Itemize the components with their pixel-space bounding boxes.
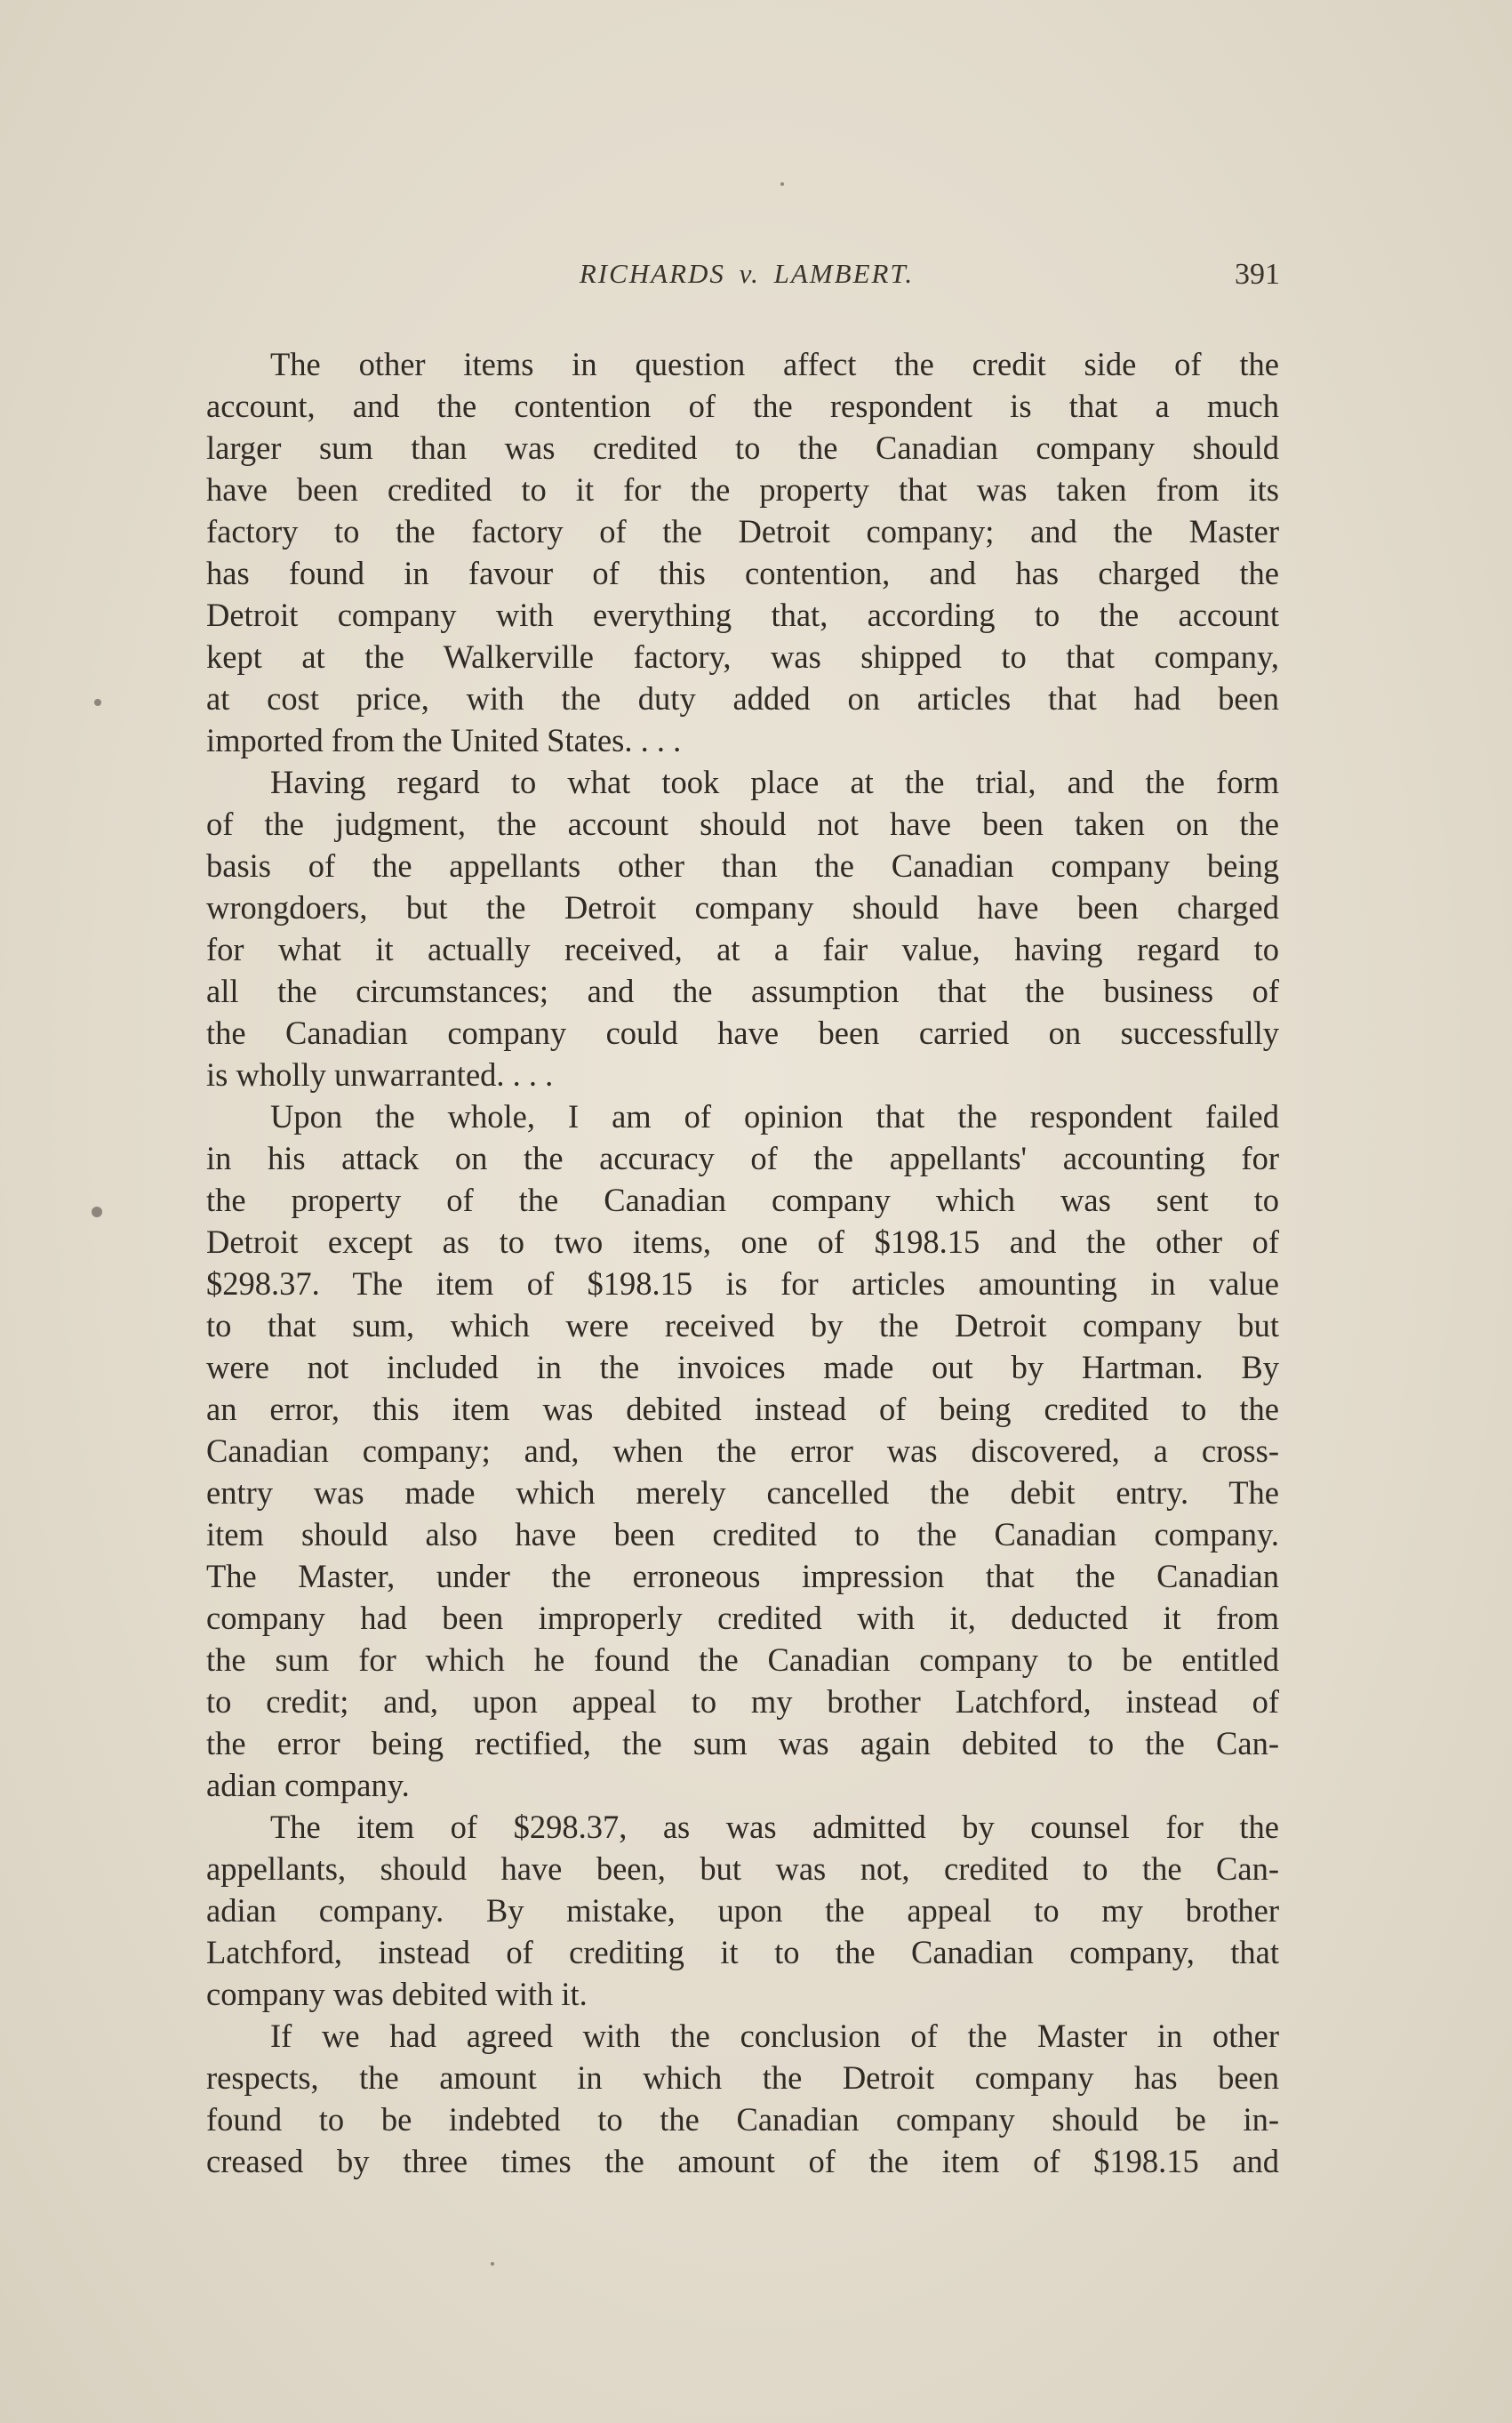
text-line: Detroit except as to two items, one of $198.15 and the other of bbox=[206, 1224, 1279, 1260]
text-line: found to be indebted to the Canadian company should be in- bbox=[206, 2101, 1279, 2138]
text-line: were not included in the invoices made out by Hartman. By bbox=[206, 1349, 1279, 1385]
text-line: the error being rectified, the sum was again debited to the Can- bbox=[206, 1725, 1279, 1761]
text-line: basis of the appellants other than the Canadian company being bbox=[206, 847, 1279, 884]
text-line: larger sum than was credited to the Canadian company should bbox=[206, 429, 1279, 466]
text-line: the Canadian company could have been carried on successfully bbox=[206, 1015, 1279, 1051]
text-line: wrongdoers, but the Detroit company should have been charged bbox=[206, 889, 1279, 926]
text-line: imported from the United States. . . . bbox=[206, 722, 682, 758]
text-line: Upon the whole, I am of opinion that the respondent failed bbox=[270, 1098, 1279, 1135]
text-line: creased by three times the amount of the item of $198.15 and bbox=[206, 2143, 1279, 2179]
body-text bbox=[206, 343, 1279, 2182]
text-line: kept at the Walkerville factory, was shipped to that company, bbox=[206, 638, 1279, 675]
text-line: the property of the Canadian company which was sent to bbox=[206, 1182, 1279, 1218]
text-line: If we had agreed with the conclusion of the Master in other bbox=[270, 2018, 1279, 2054]
text-line: respects, the amount in which the Detroit company has been bbox=[206, 2059, 1279, 2096]
text-line: The Master, under the erroneous impression that the Canadian bbox=[206, 1558, 1279, 1594]
text-line: item should also have been credited to the Canadian company. bbox=[206, 1516, 1279, 1552]
text-line: all the circumstances; and the assumption that the business of bbox=[206, 973, 1279, 1009]
text-line: factory to the factory of the Detroit company; and the Master bbox=[206, 513, 1279, 550]
paper-speck bbox=[92, 1207, 102, 1217]
running-head bbox=[213, 258, 1280, 302]
text-line: the sum for which he found the Canadian company to be entitled bbox=[206, 1641, 1279, 1678]
text-line: Canadian company; and, when the error was discovered, a cross- bbox=[206, 1432, 1279, 1469]
text-line: appellants, should have been, but was not, credited to the Can- bbox=[206, 1850, 1279, 1887]
text-line: Detroit company with everything that, according to the account bbox=[206, 597, 1279, 633]
text-line: of the judgment, the account should not have been taken on the bbox=[206, 806, 1279, 842]
text-line: in his attack on the accuracy of the appellants' accounting for bbox=[206, 1140, 1279, 1176]
text-line: at cost price, with the duty added on articles that had been bbox=[206, 680, 1279, 717]
text-line: to that sum, which were received by the Detroit company but bbox=[206, 1307, 1279, 1344]
text-line: $298.37. The item of $198.15 is for articles amounting in value bbox=[206, 1265, 1279, 1302]
text-line: is wholly unwarranted. . . . bbox=[206, 1056, 554, 1093]
text-line: account, and the contention of the respondent is that a much bbox=[206, 388, 1279, 424]
text-line: for what it actually received, at a fair value, having regard to bbox=[206, 931, 1279, 967]
text-line: adian company. bbox=[206, 1767, 410, 1803]
text-line: to credit; and, upon appeal to my brother Latchford, instead of bbox=[206, 1683, 1279, 1720]
text-line: Latchford, instead of crediting it to the Canadian company, that bbox=[206, 1934, 1279, 1970]
text-line: company had been improperly credited with it, deducted it from bbox=[206, 1600, 1279, 1636]
text-line: entry was made which merely cancelled the debit entry. The bbox=[206, 1474, 1279, 1511]
text-line: company was debited with it. bbox=[206, 1976, 588, 2012]
text-line: have been credited to it for the property that was taken from its bbox=[206, 471, 1279, 508]
text-line: The other items in question affect the credit side of the bbox=[270, 346, 1279, 382]
text-line: The item of $298.37, as was admitted by counsel for the bbox=[270, 1809, 1279, 1845]
page-number: 391 bbox=[1235, 258, 1280, 291]
running-title: RICHARDS v. LAMBERT. bbox=[579, 258, 915, 289]
text-line: an error, this item was debited instead of being credited to the bbox=[206, 1391, 1279, 1427]
paper-speck bbox=[491, 2262, 494, 2266]
text-line: has found in favour of this contention, and has charged the bbox=[206, 555, 1279, 591]
text-line: adian company. By mistake, upon the appeal to my brother bbox=[206, 1892, 1279, 1929]
paper-speck bbox=[780, 182, 784, 186]
text-line: Having regard to what took place at the trial, and the form bbox=[270, 764, 1279, 800]
paper-speck bbox=[94, 699, 101, 706]
